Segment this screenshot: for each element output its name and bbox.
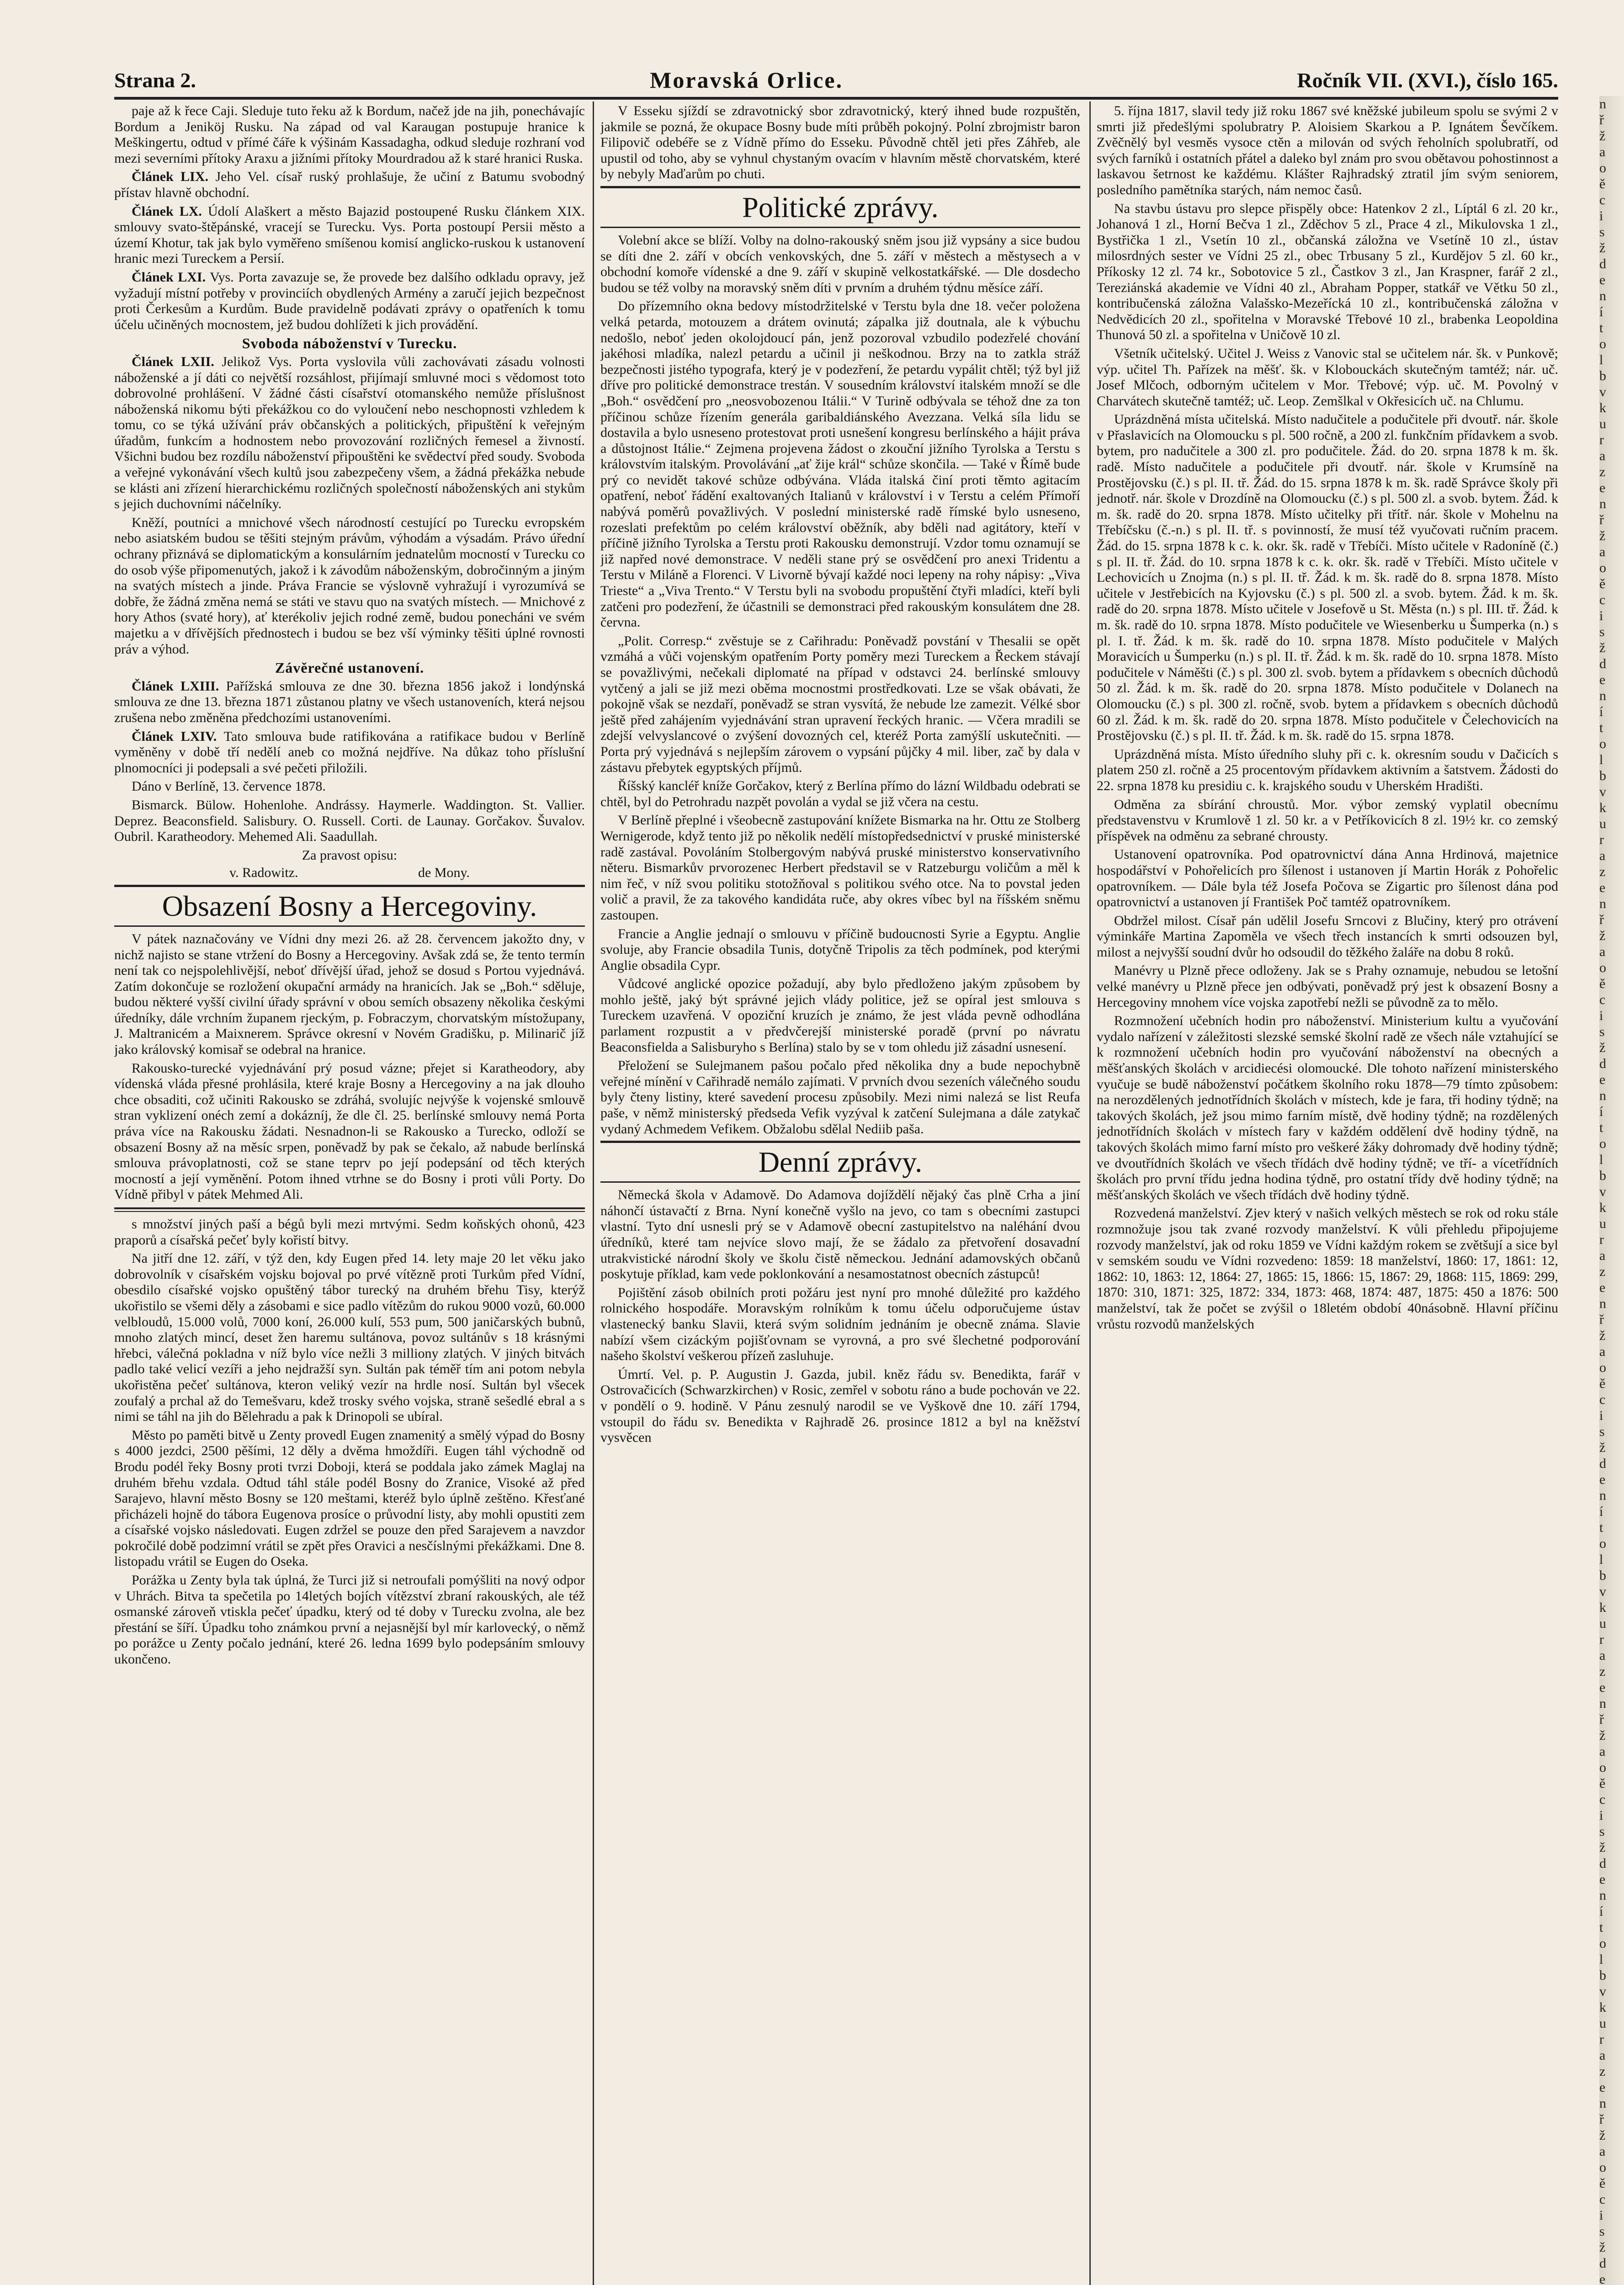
edge-fragment: a [1599,1648,1606,1663]
paragraph: Přeložení se Sulejmanem pašou počalo před několika dny a bude nepochybně veřejné mínění v Cařihradě nemálo zajímati. V prvních dvou sezeních válečného soudu byly čteny listiny, které savedení procesu způsobily. Mezi nimi nalezá se list Reufa paše, v němž ministerský předseda Vefik vyzýval k zatčení Sulejmana a dále zatykač vydaný Achmedem Vefikem. Obžalobu sdělal Nediib paša. [600,1058,1080,1137]
edge-fragment: o [1599,1536,1606,1551]
column-divider [1089,101,1091,2285]
edge-fragment: v [1599,1584,1606,1599]
edge-fragment: v [1599,1184,1606,1199]
paragraph: Porážka u Zenty byla tak úplná, že Turci již si netroufali pomýšliti na nový odpor v Uhrách. Bitva ta spečetila po 14letých bojích vítězství zbraní rakouských, ale též osmanské zároveň vtiskla pečeť úpadku, který od té doby v Turecku zvolna, ale bez přestání se šíří. Úpadku toho známkou první a nejasnější byl mír karlovecký, o němž po porážce u Zenty počalo jednání, které 26. ledna 1699 bylo podepsáním smlouvy ukončeno. [114,1573,585,1667]
paragraph: Rakousko-turecké vyjednávání prý posud vázne; přejet si Karatheodory, aby vídenská vláda přesné prohlásila, které kraje Bosny a Hercegoviny a na jak dlouho chce obsaditi, což učiniti Rakousko se zdráhá, svolujíc nejvýše k vojenské smlouvě stran vyklizení onéch zemí a dokázníj, že dle čl. 25. berlínské smlouvy nemá Porta práva více na Rakousku žádati. Nesnadnon-li se Rakousko a Turecko, odloží se obsazení Bosny až na měsíc srpen, poněvadž by pak se čekalo, až nabude berlínská smlouva právoplatnosti, což se stane teprv po její podepsání od těch kterých mocností a její vyměnění. Potom ihned vtrhne se do Bosny i proti vůli Porty. Do Vídně přibyl v pátek Mehmed Ali. [114,1060,585,1202]
edge-fragment: n [1599,2096,1606,2111]
edge-fragment: o [1599,736,1606,751]
edge-fragment: v [1599,784,1606,799]
paragraph: Úmrtí. Vel. p. P. Augustin J. Gazda, jubil. kněz řádu sv. Benedikta, farář v Ostrovačicích (Schwarzkirchen) v Rosic, zemřel v sobotu ráno a bude pochován ve 22. v pondělí o 9. hodině. V Pánu zesnulý narodil se ve Vyškově dne 10. září 1794, vstoupil do řádu sv. Benedikta v Rajhradě 26. prosince 1812 a byl na kněžství vysvěcen [600,1366,1080,1445]
edge-fragment: s [1599,2224,1605,2239]
edge-fragment: s [1599,224,1605,239]
edge-fragment: e [1599,272,1606,287]
edge-fragment: ě [1599,1776,1606,1791]
edge-fragment: k [1599,2000,1606,2015]
edge-fragment: r [1599,1232,1604,1247]
edge-fragment: e [1599,2272,1606,2285]
edge-fragment: r [1599,2032,1604,2047]
edge-fragment: n [1599,96,1606,112]
edge-fragment: ě [1599,576,1606,591]
signatories: Bismarck. Bülow. Hohenlohe. Andrássy. Haymerle. Waddington. St. Vallier. Deprez. Beaconsfield. Salisbury. O. Russell. Corti. de Launay. Gorčakov. Šuvalov. Oubril. Karatheodory. Mehemed Ali. Saadullah. [114,797,585,845]
paragraph: Město po paměti bitvě u Zenty provedl Eugen znamenitý a smělý výpad do Bosny s 4000 jezdci, 2500 pěšími, 12 děly a dvěma hmoždíři. Eugen táhl východně od Brodu podél řeky Bosny proti tvrzi Doboji, která se poddala jako zámek Maglaj na druhém břehu vzdala. Odtud táhl stále podél Bosny do Zranice, Visoké až před Sarajevo, hlavní město Bosny se 120 meštami, kteréž bylo úplně zeštěno. Křesťané přicházeli hojně do tábora Eugenova prosíce o průvodní listy, aby mohli opustiti zem a císařské vojsko následovati. Eugen zdržel se pouze den před Sarajevem a navzdor pokročilé době podzimní vrátil se zpět přes Oravici a nesčíslnými překážkami. Dne 8. listopadu vrátil se Eugen do Oseka. [114,1427,585,1569]
edge-fragment: o [1599,160,1606,175]
paragraph: Říšský kancléř kníže Gorčakov, který z Berlína přímo do lázní Wildbadu odebrati se chtěl, byl do Petrohradu nazpět povolán a vydal se již včera na cestu. [600,778,1080,809]
edge-fragment: l [1599,352,1603,367]
paragraph: Francie a Anglie jednají o smlouvu v příčině budoucnosti Syrie a Egyptu. Anglie svoluje, aby Francie obsadila Tunis, dotyčně Tripolis za těch podmínek, pod kterými Anglie obsadila Cypr. [600,926,1080,973]
edge-fragment: z [1599,2064,1606,2079]
attestation-names: v. Radowitz. de Mony. [229,865,470,881]
edge-fragment: t [1599,1520,1603,1535]
paragraph: 5. října 1817, slavil tedy již roku 1867 své kněžské jubileum spolu se svými 2 v smrti již předešlými spolubratry P. Aloisiem Skarkou a P. Ignátem Ševčíkem. Zvěčnělý byl vesměs vysoce ctěn a milován od svých řeholních spolubratří, od svých farníků i ostatních přátel a daleko byl znám pro svou obětavou pohostinnost a laskavou šetrnost ke každému. Klášter Rajhradský ztratil jím svým seniorem, posledního pamětníka starých, nám nemoc časů. [1097,103,1558,197]
paragraph: V Esseku sjíždí se zdravotnický sbor zdravotnický, který ihned bude rozpuštěn, jakmile se pozná, že okupace Bosny bude míti průběh pokojný. Polní zbrojmistr baron Filipovič odebéře se z Vídně přímo do Esseku. Původně chtěl jeti přes Záhřeb, ale upustil od toho, aby se vyhnul chystaným ovacím v hlavním městě chorvatském, které by nebyly Maďarům po chuti. [600,103,1080,182]
edge-fragment: e [1599,672,1606,687]
paragraph: Všetník učitelský. Učitel J. Weiss z Vanovic stal se učitelem nár. šk. v Punkově; výp. učitel Th. Pařízek na měšť. šk. v Klobouckách skutečným tamtéž; nár. uč. Josef Mlčoch, odborným učitelem v Mor. Třebové; výp. uč. M. Povolný v Charvátech skutečně tamtéž; uč. Leop. Zemšlkal v Okřesicích uč. na Chlumu. [1097,345,1558,409]
edge-fragment: a [1599,2144,1606,2159]
section-divider [114,1207,585,1212]
subheading: Svoboda náboženství v Turecku. [242,335,457,352]
edge-fragment: b [1599,1568,1606,1583]
edge-fragment: ž [1599,1328,1606,1343]
edge-fragment: d [1599,656,1606,671]
adjacent-page-edge [1599,96,1624,2285]
edge-fragment: o [1599,1136,1606,1151]
column-2 [600,103,1080,2285]
edge-fragment: ř [1599,1712,1604,1727]
edge-fragment: e [1599,1872,1606,1887]
edge-fragment: b [1599,1968,1606,1983]
edge-fragment: a [1599,448,1606,463]
edge-fragment: c [1599,592,1606,607]
section-heading: Politické zprávy. [600,186,1080,228]
section-heading: Denní zprávy. [600,1141,1080,1183]
edge-fragment: d [1599,1056,1606,1071]
edge-fragment: a [1599,1744,1606,1759]
paragraph: Článek LXII. Jelikož Vys. Porta vyslovila vůli zachovávati zásadu volnosti náboženské a jí dáti co největší rozsáhlost, přijímají smluvné moci s vědomost toto dobrovolné prohlášení. V žádné části císařství otomanského nemůže příslušnost náboženská nikomu býti překážkou co do vyloučení nebo neschopnosti vzhledem k tomu, co se týká užívání práv občanských a politických, připuštění k veřejným úřadům, funkcím a hodnostem nebo provozování rozličných řemesel a živností. Všichni budou bez rozdílu náboženství připouštěni ke svědectví před soudy. Svoboda a veřejné vykonávání všech kultů jsou zabezpečeny všem, a žádná překážka nebude se klásti ani zřízení hierarchickému rozličných společností náboženských ani stykům s jejich duchovními náčelníky. [114,354,585,512]
edge-fragment: l [1599,1552,1603,1567]
edge-fragment: z [1599,1664,1606,1679]
edge-fragment: ě [1599,1376,1606,1391]
edge-fragment: í [1599,1504,1603,1519]
paragraph: Rozmnožení učebních hodin pro náboženství. Ministerium kultu a vyučování vydalo nařízení v záležitosti slezské semské školní radě ze všech nále vztahující se k rozmnožení učebních hodin pro vyučování náboženství na obecných a měšťanských školách v arcidiecési olomoucké. Dle tohoto nařízení ministerského vyučuje se budě náboženství počátkem školního roku 1878—79 tímto způsobem: na nerozdělených jednotřídních školách v místech, kde je fara, tři hodiny týdně; na takových školách, jež jsou mimo farním místě, dvě hodiny týdně; na rozdělených jednotřídních školách v místech fary v každém oddělení dvě hodiny týdně, na takových školách mimo farní místo pro veškeré žáky dohromady dvě hodiny týdně; ve dvoutřídních školách ve všech třídách dvě hodiny týdně; ve tří- a vícetřídních školách pro první třídu jedna hodina týdně, pro ostatní třídy dvě hodiny týdně; na měšťanských školách ve všech třídách dvě hodiny týdně. [1097,1013,1558,1202]
page-header [114,64,1558,96]
paragraph: Odměna za sbírání chroustů. Mor. výbor zemský vyplatil obecnímu představenstvu v Krumlově 1 zl. 50 kr. a v Petříkovicích 8 zl. 19½ kr. co zemský příspěvek na odměnu za sebrané chrousty. [1097,797,1558,844]
edge-fragment: n [1599,1696,1606,1711]
paragraph: paje až k řece Caji. Sleduje tuto řeku až k Bordum, načež jde na jih, ponechávajíc Bordum a Jeniköj Rusku. Na západ od val Karaugan postupuje hranice k Meškingertu, odtud v přímé čáře k výšinám Kassadagha, odkud sleduje rozhraní vod mezi severními přítoky Araxu a jižními přítoky Mourdradou až k staré hranici Ruska. [114,103,585,166]
edge-fragment: t [1599,720,1603,735]
paragraph: Uprázdněná místa učitelská. Místo nadučitele a podučitele při dvoutř. nár. škole v Přaslavicích na Olomoucku s pl. 500 ročně, a 200 zl. funkčním přídavkem a svob. bytem, pro nadučitele a 300 zl. pro podučitele. Žád. do 20. srpna 1878 k m. šk. radě. Místo nadučitele a podučitele při dvoutř. nár. škole v Krumsíně na Prostějovsku (č.) s pl. II. tř. Žád. do 15. srpna 1878 k m. šk. radě Správce školy při jednotř. nár. škole v Drozdíně na Olomoucku (č.) s pl. 500 zl. a svob. bytem. Žád. k m. šk. radě do 20. srpna 1878. Místo učitelky při třítř. nár. škole v Mohelnu na Třebíčsku (č.-n.) s pl. II. tř. s povinností, že musí též vyučovati ručním pracem. Žád. do 15. srpna 1878 k c. k. okr. šk. radě v Třebíči. Místo učitele v Radoníně (č.) s pl. II. tř. Žád. do 10. srpna 1878 k c. k. okr. šk. radě v Třebíči. Místo učitele v Lechovicích u Znojma (n.) s pl. II. tř. Žád. k m. šk. radě do 8. srpna 1878. Místo učitele v Jestřebicích na Kyjovsku (č.) s pl. 500 zl. a svob. bytem. Žád. k m. šk. radě do 20. srpna 1878. Místo učitele v Josefově u St. Města (n.) s pl. III. tř. Žád. k m. šk. radě do 10. srpna 1878. Místo podučitele ve Wiesenberku u Šumperka (n.) s pl. I. tř. Žád. k m. šk. radě do 10. srpna 1878. Místo podučitele v Malých Moravicích u Šumperku (n.) s pl. II. tř. Žád. k m. šk. radě do 10. srpna 1878. Místo podučitele v Náměšti (č.) s pl. 300 zl. svob. bytem a přídavkem s obecních důchodů 50 zl. Žád. k m. šk. radě do 20. srpna 1878. Místo podučitele v Dolanech na Olomoucku (č.) s pl. 300 zl. ročně, svob. bytem a přídavkem s obecních důchodů 60 zl. Žád. k m. šk. radě do 20. srpna 1878. Místo podučitele v Čelechovicích na Prostějovsku (č.) s pl. II. tř. Žád. k m. šk. radě do 15. srpna 1878. [1097,412,1558,744]
paragraph: Volební akce se blíží. Volby na dolno-rakouský sněm jsou již vypsány a sice budou se díti dne 2. září v obcích venkovských, dne 5. září v městech a městysech a v obchodní komoře vídenské a dne 9. září v skupině velkostatkářské. — Dle dosdecho budou se též volby na moravský sněm díti v prvním a druhém týdnu měsíce září. [600,232,1080,295]
edge-fragment: ž [1599,2240,1606,2255]
edge-fragment: b [1599,368,1606,383]
edge-fragment: ř [1599,1312,1604,1327]
edge-fragment: ě [1599,176,1606,191]
paragraph: Článek LIX. Jeho Vel. císař ruský prohlašuje, že učiní z Batumu svobodný přístav hlavně obchodní. [114,169,585,200]
edge-fragment: a [1599,144,1606,159]
edge-fragment: ě [1599,976,1606,991]
edge-fragment: ž [1599,1840,1606,1855]
edge-fragment: i [1599,1408,1603,1423]
edge-fragment: u [1599,816,1606,831]
paragraph: Kněží, poutníci a mnichové všech národností cestující po Turecku evropském nebo asiatském budou se těšiti stejným právům, výhodám a výsadám. Právo úřední ochrany přiznává se diplomatickým a konsulárním jednatelům mocností v Turecku co do osob výše připomenutých, jakož i k závodům náboženským, dobročinným a jiným na svatých místech a jinde. Práva Francie se výslovně vyhražují i vyrozumívá se dobře, že žádná změna nemá se státi ve stavu quo na svatých místech. — Mnichové z hory Athos (svaté hory), ať kterékoliv jejich rodné země, budou ponecháni ve svém majetku a v dřívějších přednostech i budou se bez vší výminky těšiti úplné rovnosti práv a výhod. [114,515,585,657]
edge-fragment: o [1599,336,1606,351]
edge-fragment: l [1599,1152,1603,1167]
paragraph: Rozvedená manželství. Zjev který v našich velkých městech se rok od roku stále rozmnožuje jsou tak zvané rozvody manželství. K vůli přehledu připojujeme rozvody manželství, jak od roku 1859 ve Vídni každým rokem se zvětšují a sice byl v semském soudu ve Vídni rozvedeno: 1859: 18 manželství, 1860: 17, 1861: 12, 1862: 10, 1863: 12, 1864: 27, 1865: 15, 1866: 15, 1867: 29, 1868: 115, 1869: 299, 1870: 310, 1871: 325, 1872: 334, 1873: 468, 1874: 487, 1875: 450 a 1876: 500 manželství, tak že počet se zvýšil o 18letém období 40násobně. Hlavní příčinu vrůstu rozvodů manželských [1097,1206,1558,1332]
edge-fragment: n [1599,1296,1606,1311]
edge-fragment: i [1599,208,1603,223]
edge-fragment: ž [1599,128,1606,143]
edge-fragment: d [1599,1456,1606,1471]
edge-fragment: n [1599,896,1606,911]
edge-fragment: u [1599,2016,1606,2031]
edge-fragment: a [1599,1344,1606,1359]
edge-fragment: r [1599,832,1604,847]
edge-fragment: i [1599,2208,1603,2223]
edge-fragment: ě [1599,2176,1606,2191]
paragraph: Manévry u Plzně přece odloženy. Jak se s Prahy oznamuje, nebudou se letošní velké manévry u Plzně přece jen odbývati, poněvadž prý jest k obsazení Bosny a Hercegoviny mnohem více vojska zapotřebí nežli se původně za to mělo. [1097,963,1558,1010]
edge-fragment: ž [1599,928,1606,943]
edge-fragment: í [1599,304,1603,319]
paragraph: „Polit. Corresp.“ zvěstuje se z Cařihradu: Poněvadž povstání v Thesalii se opět vzmáhá a vůči vojenským opatřením Porty poměry mezi Tureckem a Řeckem stávají se považlivými, nečekali diplomaté na případ v odstavci 24. berlínské smlouvy vytčený a jali se již mezi oběma mocnostmi prostředkovati. Lze se však obávati, že pokojně však se nezdaří, poněvadž se stran vysvítá, že nebude lze zamezit. Vélké sbor ještě před zahájením vyjednávání stran upravení řeckých hranic. — Včera mradili se zdejší velvyslancové o zvýšení dovozných cel, kteréž Porta zamýšlí uskutečniti. — Porta prý vyjednává s nejlepším zárovem o vypsání půjčky 4 mil. liber, zač by dala v zástavu přebytek egyptských příjmů. [600,633,1080,775]
section-heading: Obsazení Bosny a Hercegoviny. [114,885,585,927]
edge-fragment: t [1599,1120,1603,1135]
paragraph: Na jitří dne 12. září, v týž den, kdy Eugen před 14. lety maje 20 let věku jako dobrovolník v císařském vojsku bojoval po prvé vítězně proti Turkům před Vídní, obesdilo císařské vojsko opuštěný tábor turecký na druhém břehu Tisy, kterýž ukořistilo se všemi děly a zásobami e sice padlo vítězům do rukou 9000 vozů, 60.000 velbloudů, 15.000 volů, 7000 koní, 26.000 kulí, 553 pum, 500 janičarských bubnů, mnoho zlatých mincí, deset žen haremu sultánova, povoz sultánův s 18 krásnými hřebci, válečná pokladna v níž bylo více nežli 3 milliony zlatých. V jiných bitvách padlo také velicí vezíři a jeho nejdražší syn. Sultán pak téměř tím ani potom nebyla ukořistěna pečeť sultánova, kteron veliký vezír na hrdle nosí. Sultán byl všecek zoufalý a prchal až do Temešvaru, kdež trosky svého vojska, straně sešedlé ebral a s nimi se táhl na jih do Bělehradu a pak k Drinopoli se ubíral. [114,1251,585,1424]
edge-fragment: a [1599,848,1606,863]
page-number: Strana 2. [114,68,196,92]
edge-fragment: e [1599,880,1606,895]
paragraph: Článek LX. Údolí Alaškert a město Bajazid postoupené Rusku článkem XIX. smlouvy svato-štěpánské, vracejí se Turecku. Vys. Porta postoupí Persii město a území Khotur, tak jak bylo vyměřeno smíšenou komisí anglicko-ruskou k ustanovení hranic mezi Tureckem a Persií. [114,203,585,266]
edge-fragment: o [1599,1360,1606,1375]
edge-fragment: r [1599,432,1604,447]
column-divider [593,101,594,2285]
edge-fragment: c [1599,992,1606,1007]
edge-fragment: ř [1599,912,1604,927]
edge-fragment: e [1599,1472,1606,1487]
edge-fragment: n [1599,688,1606,703]
edge-fragment: d [1599,1856,1606,1871]
edge-fragment: n [1599,1088,1606,1103]
edge-fragment: z [1599,464,1606,479]
edge-fragment: n [1599,496,1606,511]
edge-fragment: u [1599,1616,1606,1631]
edge-fragment: ž [1599,640,1606,655]
edge-fragment: í [1599,1904,1603,1919]
edge-fragment: u [1599,1216,1606,1231]
issue-number: Ročník VII. (XVI.), číslo 165. [1297,68,1558,92]
edge-fragment: e [1599,1280,1606,1295]
edge-fragment: c [1599,2192,1606,2207]
edge-fragment: a [1599,2048,1606,2063]
edge-fragment: c [1599,1392,1606,1407]
header-rule [114,97,1558,100]
edge-fragment: d [1599,2256,1606,2271]
paragraph: Ustanovení opatrovníka. Pod opatrovnictví dána Anna Hrdinová, majetnice hospodářství v Pohořelicích pro šílenost i ustanoven jí Martin Horák z Pohořelic opatrovníkem. — Dále byla též Josefa Počova se Zigartic pro šílenost dána pod opatrovnictví a ustanoven jí František Poč tamtéž opatrovníkem. [1097,847,1558,910]
edge-fragment: i [1599,1008,1603,1023]
edge-fragment: s [1599,1824,1605,1839]
masthead-title: Moravská Orlice. [650,67,844,93]
edge-fragment: o [1599,960,1606,975]
subheading: Závěrečné ustanovení. [275,659,425,676]
edge-fragment: i [1599,1808,1603,1823]
edge-fragment: b [1599,768,1606,783]
column-3 [1097,103,1558,2285]
edge-fragment: k [1599,800,1606,815]
edge-fragment: o [1599,1760,1606,1775]
edge-fragment: t [1599,1920,1603,1935]
edge-fragment: a [1599,1248,1606,1263]
paragraph: Článek LXI. Vys. Porta zavazuje se, že provede bez dalšího odkladu opravy, jež vyžadují místní potřeby v provinciích obydlených Armény a zaručí jejich bezpečnost proti Čerkesům a Kurdům. Bude pravidelně podávati zprávy o opatřeních k tomu účelu učiněných mocnostem, jež budou dohlížeti k jich provádění. [114,269,585,332]
edge-fragment: í [1599,1104,1603,1119]
edge-fragment: l [1599,752,1603,767]
edge-fragment: v [1599,384,1606,399]
paragraph: Na stavbu ústavu pro slepce přispěly obce: Hatenkov 2 zl., Líptál 6 zl. 20 kr., Johanová 1 zl., Horní Bečva 1 zl., Zděchov 5 zl., Prace 4 zl., Mikulovska 1 zl., Bystřička 1 zl., Vsetín 10 zl., občanská záložna ve Vsetíně 10 zl., ústav milosrdných sester ve Vídni 25 zl., obec Trbusany 5 zl., Kurdějov 5 zl. 60 kr., Příkosky 12 zl. 74 kr., Sobotovice 5 zl., Častkov 3 zl., Jan Kraspner, farář 2 zl., Tereziánská akademie ve Vídni 40 zl., Abraham Popper, statkář ve Větku 50 zl., kontribučenská záložna Valašsko-Mezeřícká 10 zl., kontribučenská záložna v Nedvědicích 20 zl., spořitelna v Moravské Třebové 10 zl., brabenka Leopoldina Thunová 50 zl. a spořitelna v Uničově 10 zl. [1097,201,1558,343]
paragraph: V Berlíně přeplné i všeobecně zastupování knížete Bismarka na hr. Ottu ze Stolberg Wernigerode, když tento již po několik nedělí místopředsednictví v pruské ministerské radě zastával. Povoláním Stolbergovým nabývá pruské ministerstvo konservativního něteru. Bismarkův prvorozenec Herbert představil se v Ratzeburgu voličům a měl k nim řeč, v níž svou politiku stotožňoval s politikou svého otce. Na to povstal jeden volič a pravil, že za takového kandidáta ruče, aby okres víbec byl na říšském sněmu zastoupen. [600,813,1080,923]
edge-fragment: n [1599,1888,1606,1903]
edge-fragment: e [1599,1072,1606,1087]
paragraph: Do přízemního okna bedovy místodržitelské v Terstu byla dne 18. večer položena velká petarda, motouzem a drátem ovinutá; zápalka již doutnala, ale k výbuchu nedošlo, neboť jeden okolojdoucí pán, jenž pozoroval vzbudilo podezřelé chování jakéhosi mladíka, nalezl petardu a učinil ji neškodnou. Brzy na to zatkla stráž bezpečnosti jistého typografa, který je v podezření, že petardu vypálit chtěl; týž byl již dříve pro politické demonstrace trestán. V sousedním království italském množí se dle „Boh.“ osvědčení pro „neosvobozenou Itálii.“ V Turině odbývala se téhož dne za ton příčinou schůze řízením generála garibaldiánského Avezzana. Velká síla lidu se dostavila a bylo usneseno protestovat proti usnešení kongresu berlínského a hájit práva a důstojnost Itálie.“ Zejmena projevena žádost o zkouční jižního Tyrolska a Terstu s královstvím italským. Provolávání „ať žije král“ schůze skončila. — Také v Římě bude prý co nevidět takové schůze odbývána. Vláda italská činí proti těmto agitacím opatření, neboť řádění exaltovaných Italianů v království i v Terstu a celém Přímoří nabývá poměrů považlivých. V poslední ministerské radě římské bylo usneseno, rozeslati prefektům po celém království oběžník, aby bděli nad agitátory, kteří v příčině jižního Tyrolska a Terstu proti Rakousku demonstrují. Vzdor tomu oznamují se již napřed nové demonstrace. V neděli stane prý se osvědčení pro anexi Tridentu a Terstu v Miláně a Florenci. V Livorně bývají každé noci lepeny na rohy nápisy: „Viva Trieste“ a „Viva Trento.“ V Terstu byli na svobodu propuštění čtyři mladíci, kteří byli zatčeni pro podezření, že účastnili se demonstraci před rakouským konsulátem dne 28. června. [600,298,1080,630]
edge-fragment: c [1599,1792,1606,1807]
edge-fragment: ž [1599,1728,1606,1743]
edge-fragment: ř [1599,2112,1604,2127]
edge-fragment: s [1599,1424,1605,1439]
edge-fragment: ž [1599,2128,1606,2143]
edge-fragment: o [1599,560,1606,575]
edge-fragment: r [1599,1632,1604,1647]
edge-fragment: e [1599,2080,1606,2095]
edge-fragment: e [1599,1680,1606,1695]
edge-fragment: n [1599,1488,1606,1503]
edge-fragment: l [1599,1952,1603,1967]
edge-fragment: z [1599,864,1606,879]
paragraph: Pojištění zásob obilních proti požáru jest nyní pro mnohé důležité pro každého rolnického hospodáře. Moravským rolníkům k tomu účelu odporučujeme ústav vlastenecký banku Slavii, která svým solidním jednáním je obecně známa. Slavie nabízí všem cizáckým pojišťovnam se vyrovná, a pro své šlechetné podporování našeho školství veškerou přízeň zasluhuje. [600,1285,1080,1364]
paragraph: Dáno v Berlíně, 13. července 1878. [132,779,326,794]
paragraph: Článek LXIV. Tato smlouva bude ratifikována a ratifikace budou v Berlíně vyměněny v době tří nedělí aneb co možná nejdříve. Na důkaz toho příslušní plnomocníci ji podepsali a své pečeti přiložili. [114,728,585,776]
edge-fragment: s [1599,624,1605,639]
edge-fragment: o [1599,2160,1606,2175]
edge-fragment: d [1599,256,1606,271]
edge-fragment: k [1599,1600,1606,1615]
edge-fragment: ž [1599,240,1606,255]
paragraph: Uprázdněná místa. Místo úředního sluhy při c. k. okresním soudu v Dačicích s platem 250 zl. ročně a 25 procentovým přídavkem aktivním a šatstvem. Žádosti do 22. srpna 1878 ku presidiu c. k. krajského soudu v Uherském Hradišti. [1097,746,1558,793]
edge-fragment: í [1599,704,1603,719]
edge-fragment: ž [1599,1040,1606,1055]
edge-fragment: b [1599,1168,1606,1183]
column-1 [114,103,585,2285]
edge-fragment: o [1599,1936,1606,1951]
edge-fragment: e [1599,480,1606,495]
edge-fragment: u [1599,416,1606,431]
edge-fragment: ž [1599,1440,1606,1455]
edge-fragment: c [1599,192,1606,207]
paragraph: Německá škola v Adamově. Do Adamova dojíždělí nějaký čas plně Crha a jiní náhončí ústavačtí z Brna. Nyní konečně vyšlo na jevo, co tam s obecními zastupci vlastní. Tyto dní usnesli prý se v Adamově obecní zastupitelstvo na naléhání dvou úředníků, které tam nejvíce slovo mají, že se žádalo za přetvoření dosavadní utrakvistické národní školy ve školu čistě německou. Jednání adamovských občanů poskytuje příklad, kam vede poklonkování a nesamostatnost obecních zástupců! [600,1187,1080,1282]
attestation: Za pravost opisu: [302,847,398,863]
edge-fragment: i [1599,608,1603,623]
edge-fragment: ž [1599,528,1606,543]
edge-fragment: z [1599,1264,1606,1279]
paragraph: V pátek naznačovány ve Vídni dny mezi 26. až 28. červencem jakožto dny, v nichž najisto se stane vtržení do Bosny a Hercegoviny. Avšak zdá se, že tento termín není tak co nejspolehlivější, neboť dřívější úřad, jehož se dosud s Portou vyjednává. Zatím dokončuje se rozložení okupační armády na hranicích. Jak se „Boh.“ sděluje, budou některé vyšší civilní úřady správní v obou semích obsazeny několika českými úředníky, dále vrchním županem rjeckým, p. Fobraczym, chorvatským místožupany, J. Maltranicém a Maixnerem. Správce okresní v Novém Gradišku, p. Milinarič jíž jako královský komisař se odebral na hranice. [114,931,585,1057]
edge-fragment: k [1599,1200,1606,1215]
paragraph: s množství jiných paší a bégů byli mezi mrtvými. Sedm koňských ohonů, 423 praporů a císařská pečeť byly kořistí bitvy. [114,1217,585,1248]
edge-fragment: k [1599,400,1606,415]
edge-fragment: ř [1599,512,1604,527]
edge-fragment: t [1599,320,1603,335]
paragraph: Vůdcové anglické opozice požadují, aby bylo předloženo jakým způsobem by mohlo ještě, jaký být správné jejich vlády politice, jež se opíral jest smlouva s Tureckem uzavřená. V opoziční kruzích je známo, že jest vláda pevně odhodlána parlament rozpustit a v předvčerejší ministerské poradě (první po návratu Beaconsfielda a Salisburyho s Berlína) stalo by se v tom ohledu již zásadní usnesení. [600,976,1080,1055]
edge-fragment: ř [1599,112,1604,128]
edge-fragment: s [1599,1024,1605,1039]
edge-fragment: a [1599,944,1606,959]
edge-fragment: v [1599,1984,1606,1999]
edge-fragment: a [1599,544,1606,559]
edge-fragment: n [1599,288,1606,303]
paragraph: Článek LXIII. Pařížská smlouva ze dne 30. března 1856 jakož i londýnská smlouva ze dne 13. března 1871 zůstanou platny ve všech ustanoveních, která nejsou zrušena nebo změněna předchozími ustanoveními. [114,678,585,725]
paragraph: Obdržel milost. Císař pán udělil Josefu Srncovi z Blučiny, který pro otrávení výminkáře Martina Zapoměla ve všech třech instancích k smrti odsouzen byl, milost a nejvyšší soudní dvůr ho odsoudil do těžkého žaláře na dobu 8 roků. [1097,913,1558,960]
